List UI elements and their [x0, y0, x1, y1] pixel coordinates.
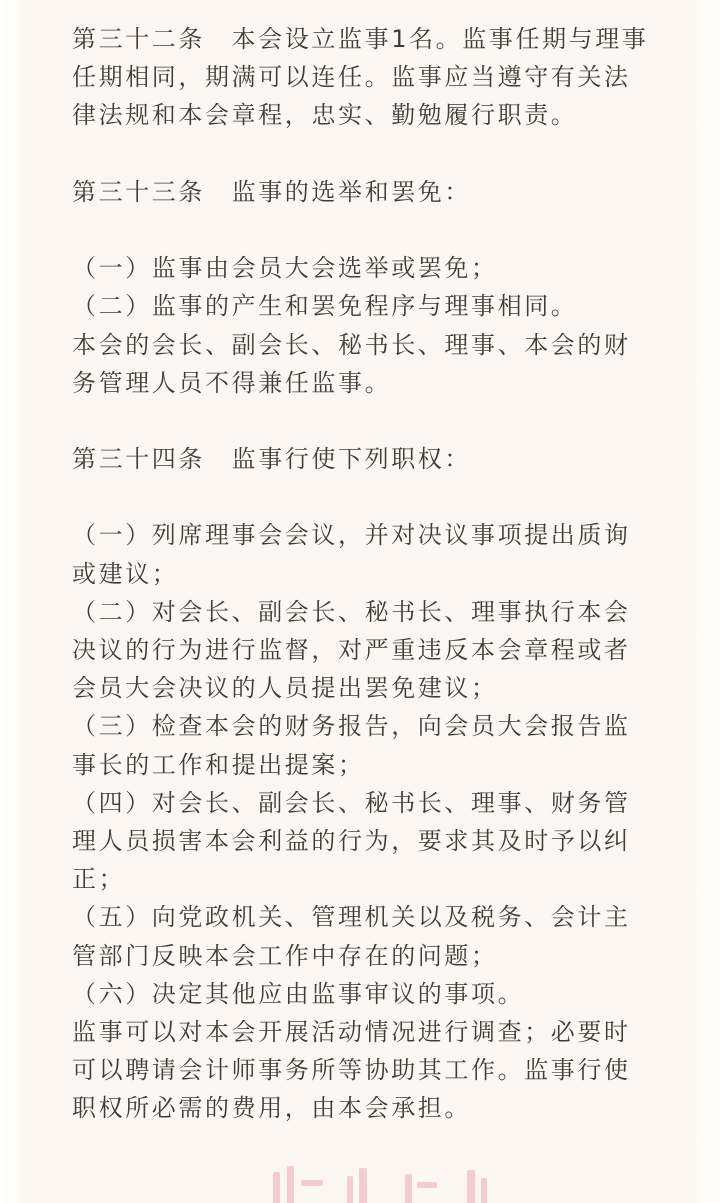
article-34-item: 事长的工作和提出提案； — [72, 750, 365, 779]
article-33-note: 务管理人员不得兼任监事。 — [72, 368, 392, 397]
article-32-line: 第三十二条 本会设立监事1名。监事任期与理事 — [72, 25, 649, 53]
article-34-item: （三）检查本会的财务报告，向会员大会报告监 — [72, 712, 631, 741]
article-33-heading: 第三十三条 监事的选举和罢免： — [72, 177, 471, 206]
article-32-line: 任期相同，期满可以连任。监事应当遵守有关法 — [72, 63, 631, 92]
article-34-note: 职权所必需的费用，由本会承担。 — [72, 1094, 471, 1123]
article-33 — [72, 173, 632, 402]
article-34 — [72, 440, 632, 1127]
article-body — [72, 20, 649, 1127]
paragraph-gap — [72, 402, 632, 440]
article-32 — [72, 20, 649, 135]
article-34-item: （二）对会长、副会长、秘书长、理事执行本会 — [72, 597, 631, 626]
article-34-item: （四）对会长、副会长、秘书长、理事、财务管 — [72, 788, 631, 817]
paragraph-gap — [72, 478, 632, 516]
article-34-item: （五）向党政机关、管理机关以及税务、会计主 — [72, 903, 631, 932]
article-34-item: 管部门反映本会工作中存在的问题； — [72, 941, 498, 970]
paragraph-gap — [72, 211, 632, 249]
article-34-item: （六）决定其他应由监事审议的事项。 — [72, 979, 525, 1008]
article-33-item: （二）监事的产生和罢免程序与理事相同。 — [72, 292, 578, 321]
article-34-item: （一）列席理事会会议，并对决议事项提出质询 — [72, 521, 631, 550]
article-34-note: 可以聘请会计师事务所等协助其工作。监事行使 — [72, 1056, 631, 1085]
article-33-note: 本会的会长、副会长、秘书长、理事、本会的财 — [72, 330, 631, 359]
article-34-item: 正； — [72, 865, 126, 894]
article-34-item: 理人员损害本会利益的行为，要求其及时予以纠 — [72, 826, 631, 855]
watermark-decoration — [255, 1158, 525, 1203]
paragraph-gap — [72, 135, 632, 173]
article-34-item: 或建议； — [72, 559, 179, 588]
article-33-item: （一）监事由会员大会选举或罢免； — [72, 254, 498, 283]
article-34-heading: 第三十四条 监事行使下列职权： — [72, 445, 471, 474]
article-34-item: 会员大会决议的人员提出罢免建议； — [72, 674, 498, 703]
article-34-item: 决议的行为进行监督，对严重违反本会章程或者 — [72, 636, 631, 664]
article-32-line: 律法规和本会章程，忠实、勤勉履行职责。 — [72, 101, 578, 130]
article-34-note: 监事可以对本会开展活动情况进行调查；必要时 — [72, 1017, 631, 1046]
